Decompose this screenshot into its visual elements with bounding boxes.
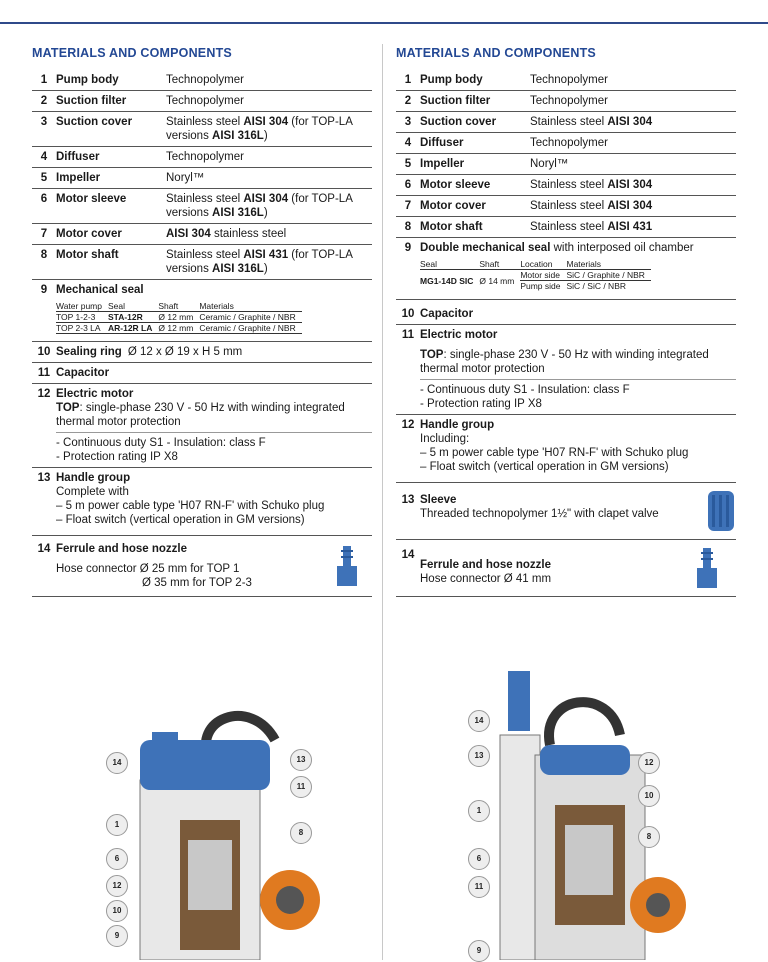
left-row-9: 9 Mechanical seal Water pump Seal Shaft Materials TOP 1-2-3 STA-12R Ø 12 mm Ceramic / Graphite / NBR TOP 2-3 LA AR-12R LA Ø 12 mm Ceramic / Graphite / NBR — [32, 280, 372, 342]
right-callout-13: 13 — [468, 745, 490, 767]
left-callout-11: 11 — [290, 776, 312, 798]
left-row-5: 5 Impeller Noryl™ — [32, 168, 372, 189]
table-row: MG1-14D SIC Ø 14 mm Motor side SiC / Graphite / NBR — [420, 270, 651, 281]
left-row-10: 10 Sealing ring Ø 12 x Ø 19 x H 5 mm — [32, 342, 372, 363]
left-row-6: 6 Motor sleeve Stainless steel AISI 304 (for TOP-LA versions AISI 316L) — [32, 189, 372, 224]
left-row-13: 13 Handle group Complete with – 5 m power cable type 'H07 RN-F' with Schuko plug – Float switch (vertical operation in GM versions) — [32, 468, 372, 536]
left-callout-13: 13 — [290, 749, 312, 771]
right-row-5: 5 Impeller Noryl™ — [396, 154, 736, 175]
left-callout-8: 8 — [290, 822, 312, 844]
table-row: TOP 2-3 LA AR-12R LA Ø 12 mm Ceramic / Graphite / NBR — [56, 323, 302, 334]
left-row-8: 8 Motor shaft Stainless steel AISI 431 (for TOP-LA versions AISI 316L) — [32, 245, 372, 280]
left-component-list — [32, 70, 372, 280]
left-row-12: 12 Electric motor TOP: single-phase 230 V - 50 Hz with winding integrated thermal motor protection - Continuous duty S1 - Insulation: class F - Protection rating IP X8 — [32, 384, 372, 468]
left-seal-title: Mechanical seal — [56, 284, 144, 296]
left-callout-14: 14 — [106, 752, 128, 774]
right-column — [396, 46, 736, 597]
right-row-2: 2 Suction filter Technopolymer — [396, 91, 736, 112]
table-row: Pump side SiC / SiC / NBR — [520, 281, 627, 291]
left-row-7: 7 Motor cover AISI 304 stainless steel — [32, 224, 372, 245]
right-pump-cutaway-image — [480, 665, 690, 960]
left-callout-1: 1 — [106, 814, 128, 836]
right-row-4: 4 Diffuser Technopolymer — [396, 133, 736, 154]
left-row-1: 1 Pump body Technopolymer — [32, 70, 372, 91]
left-row-3: 3 Suction cover Stainless steel AISI 304 (for TOP-LA versions AISI 316L) — [32, 112, 372, 147]
left-callout-12: 12 — [106, 875, 128, 897]
right-row-3: 3 Suction cover Stainless steel AISI 304 — [396, 112, 736, 133]
right-seal-table: Seal Shaft Location Materials MG1-14D SIC Ø 14 mm Motor side SiC / Graphite / NBR Pump side SiC / SiC / NBR — [420, 259, 651, 291]
left-callout-9: 9 — [106, 925, 128, 947]
right-row-11: 11 Electric motor TOP: single-phase 230 V - 50 Hz with winding integrated thermal motor protection - Continuous duty S1 - Insulation: class F - Protection rating IP X8 — [396, 325, 736, 415]
right-callout-6: 6 — [468, 848, 490, 870]
right-section-title: MATERIALS AND COMPONENTS — [396, 46, 596, 60]
left-section-title: MATERIALS AND COMPONENTS — [32, 46, 232, 60]
left-row-2: 2 Suction filter Technopolymer — [32, 91, 372, 112]
left-row-14: 14 Ferrule and hose nozzle Hose connector Ø 25 mm for TOP 1 Ø 35 mm for TOP 2-3 — [32, 536, 372, 597]
hose-nozzle-icon — [696, 548, 718, 588]
right-callout-1: 1 — [468, 800, 490, 822]
left-column — [32, 46, 372, 597]
left-row-4: 4 Diffuser Technopolymer — [32, 147, 372, 168]
right-callout-14: 14 — [468, 710, 490, 732]
sleeve-icon — [706, 489, 736, 533]
right-row-10: 10 Capacitor — [396, 304, 736, 325]
right-row-14: 14 Ferrule and hose nozzle Hose connector Ø 41 mm — [396, 540, 736, 597]
left-row-11: 11 Capacitor — [32, 363, 372, 384]
column-divider — [382, 44, 383, 960]
top-rule — [0, 22, 768, 24]
right-callout-9: 9 — [468, 940, 490, 962]
right-row-13: 13 Sleeve Threaded technopolymer 1½" with clapet valve — [396, 483, 736, 540]
right-row-9: 9 Double mechanical seal with interposed oil chamber Seal Shaft Location Materials MG1-14D SIC Ø 14 mm Motor side SiC / Graphite / NBR Pump side SiC / SiC / NBR — [396, 238, 736, 300]
right-row-12: 12 Handle group Including: – 5 m power cable type 'H07 RN-F' with Schuko plug – Float switch (vertical operation in GM versions) — [396, 415, 736, 483]
left-callout-10: 10 — [106, 900, 128, 922]
right-callout-12: 12 — [638, 752, 660, 774]
left-seal-table: Water pump Seal Shaft Materials TOP 1-2-3 STA-12R Ø 12 mm Ceramic / Graphite / NBR TOP 2-3 LA AR-12R LA Ø 12 mm Ceramic / Graphite / NBR — [56, 301, 302, 334]
right-row-7: 7 Motor cover Stainless steel AISI 304 — [396, 196, 736, 217]
hose-nozzle-icon — [336, 546, 358, 586]
right-row-6: 6 Motor sleeve Stainless steel AISI 304 — [396, 175, 736, 196]
right-row-8: 8 Motor shaft Stainless steel AISI 431 — [396, 217, 736, 238]
right-row-1: 1 Pump body Technopolymer — [396, 70, 736, 91]
right-callout-11: 11 — [468, 876, 490, 898]
table-row: TOP 1-2-3 STA-12R Ø 12 mm Ceramic / Graphite / NBR — [56, 312, 302, 323]
right-callout-8: 8 — [638, 826, 660, 848]
left-callout-6: 6 — [106, 848, 128, 870]
right-component-list — [396, 70, 736, 238]
right-callout-10: 10 — [638, 785, 660, 807]
